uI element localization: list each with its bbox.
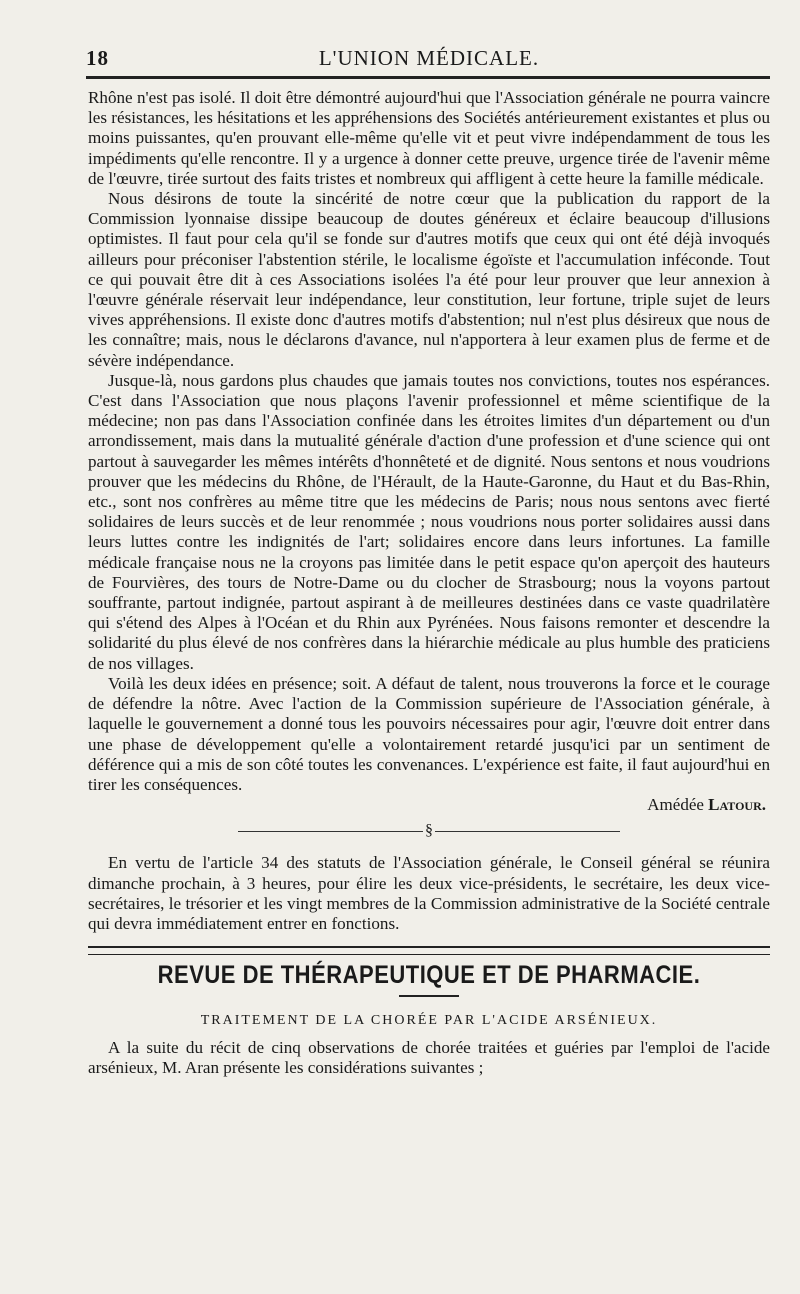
section-text: A la suite du récit de cinq observations de chorée traitées et guéries par l'emploi de l'acide arsénieux, M. Aran présente les considérations suivantes ; [88, 1037, 770, 1077]
page-number: 18 [86, 46, 109, 70]
article-body [88, 88, 770, 1078]
notice-paragraph: En vertu de l'article 34 des statuts de l'Association générale, le Conseil général se réunira dimanche prochain, à 3 heures, pour élire les deux vice-présidents, le secrétaire, les deux vice-secrétaires, le trésorier et les vingt membres de la Commission administrative de la Société centrale qui devra immédiatement entrer en fonctions. [88, 853, 770, 933]
header-rule [86, 76, 770, 79]
section-subtitle: TRAITEMENT DE LA CHORÉE PAR L'ACIDE ARSÉNIEUX. [200, 1013, 658, 1029]
signature-last-name: Latour. [708, 795, 766, 815]
section-short-rule [399, 995, 459, 997]
paragraph-2: Nous désirons de toute la sincérité de notre cœur que la publication du rapport de la Commission lyonnaise dissipe beaucoup de doutes généreux et éclaire beaucoup d'illusions optimistes. Il faut pour cela qu'il se fonde sur d'autres motifs que ceux qui ont été déjà invoqués ailleurs pour préconiser l'abstention stérile, le localisme égoïste et l'accumulation inféconde. Tout ce qui pouvait être dit à ces Associations isolées l'a été pour leur prouver que leur annexion à l'œuvre générale réservait leur indépendance, leur constitution, leur fortune, triple sujet de leurs vives appréhensions. Il existe donc d'autres motifs d'abstention; nul n'est plus désireux que nous de les connaître; mais, nous le déclarons d'avance, nul n'apportera à leur examen plus de ferme et de sévère indépendance. [88, 189, 770, 370]
signature [88, 795, 770, 815]
page-header [86, 44, 772, 74]
paragraph-3: Jusque-là, nous gardons plus chaudes que jamais toutes nos convictions, toutes nos espérances. C'est dans l'Association que nous plaçons l'avenir professionnel et même scientifique de la médecine; non pas dans l'Association confinée dans les étroites limites d'un département ou d'un arrondissement, mais dans la mutualité générale d'action d'une profession et d'une science qui ont partout à sauvegarder les mêmes intérêts d'honnêteté et de dignité. Nous sentons et nous voudrions prouver que les médecins du Rhône, de l'Hérault, de la Haute-Garonne, du Haut et du Bas-Rhin, etc., sont nos confrères au même titre que les médecins de Paris; nous nous sentons avec fierté solidaires de leurs succès et de leur renommée ; nous voudrions nous porter solidaires aussi dans leurs luttes contre les indignités de l'art; solidaires encore dans leurs infortunes. La famille médicale française nous ne la croyons pas limitée dans le petit espace qu'on aperçoit des hauteurs de Fourvières, des tours de Notre-Dame ou du clocher de Strasbourg; nous la voyons partout souffrante, partout indignée, partout aspirant à de meilleures destinées dans ce vaste quadrilatère qui s'étend des Alpes à l'Océan et du Rhin aux Pyrénées. Nous faisons remonter et descendre la solidarité du plus élevé de nos confrères dans la hiérarchie médicale au plus humble des praticiens de nos villages. [88, 370, 770, 673]
section-title: REVUE DE THÉRAPEUTIQUE ET DE PHARMACIE. [157, 960, 701, 989]
ornament-divider [88, 821, 770, 843]
section-rule [88, 946, 770, 955]
paragraph-1: Rhône n'est pas isolé. Il doit être démontré aujourd'hui que l'Association générale ne pourra vaincre les résistances, les hésitations et les appréhensions des Sociétés antérieurement existantes et plus ou moins puissantes, qu'en prouvant elle-même qu'elle vit et peut vivre indépendamment de tous les impédiments qu'elle rencontre. Il y a urgence à donner cette preuve, urgence tirée de l'avenir même de l'œuvre, tirée surtout des faits tristes et nombreux qui affligent à cette heure la famille médicale. [88, 88, 770, 188]
signature-first-name: Amédée [647, 795, 704, 815]
paragraph-4: Voilà les deux idées en présence; soit. A défaut de talent, nous trouverons la force et le courage de défendre la nôtre. Avec l'action de la Commission supérieure de l'Association générale, à laquelle le gouvernement a donné tous les pouvoirs nécessaires pour agir, l'œuvre doit entrer dans une phase de développement qu'elle a volontairement retardé jusqu'ici par un sentiment de déférence qui a mis de son côté toutes les convenances. L'expérience est faite, il faut aujourd'hui en tirer les conséquences. [88, 673, 770, 794]
ornament-icon: § [423, 821, 435, 841]
journal-title: L'UNION MÉDICALE. [318, 46, 540, 70]
